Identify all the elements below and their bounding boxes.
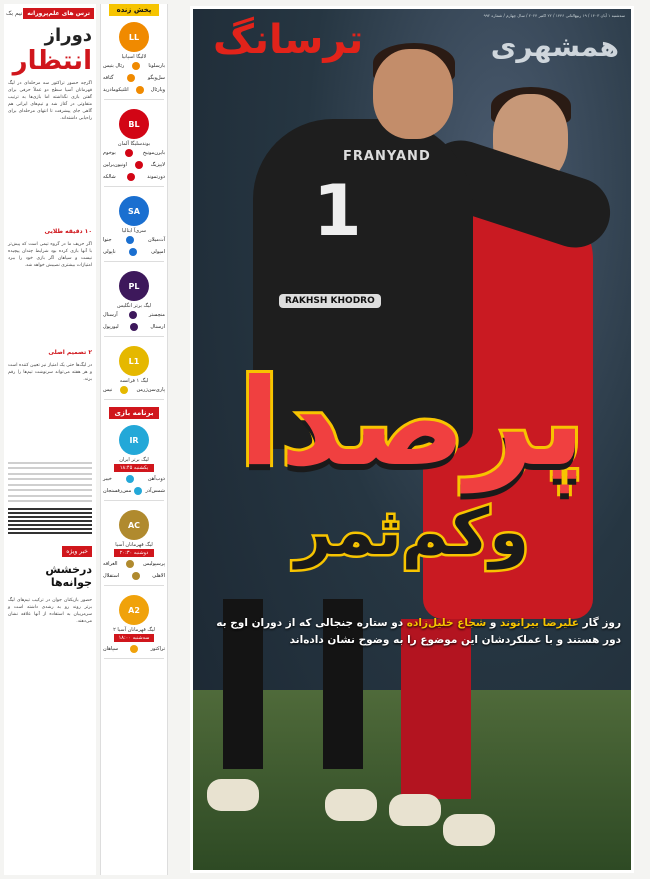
league-block xyxy=(101,589,167,662)
team-crest-icon xyxy=(130,323,138,331)
publisher-logo: همشهری xyxy=(490,30,619,63)
article-subhead-2: ۲ تصمیم اصلی xyxy=(48,349,92,356)
team-crest-icon xyxy=(135,161,143,169)
team-name: پرسپولیس xyxy=(143,561,165,567)
team-name: سل‌ویگو xyxy=(147,75,165,81)
team-crest-icon xyxy=(126,475,134,483)
team-name: بوخوم xyxy=(103,150,116,156)
team-crest-icon xyxy=(132,572,140,580)
team-crest-icon xyxy=(127,74,135,82)
league-name: لیگ ۱ فرانسه xyxy=(119,378,149,384)
team-crest-icon xyxy=(126,236,134,244)
left-column xyxy=(4,4,96,875)
keeper-head xyxy=(373,49,453,139)
league-logo-icon: LL xyxy=(119,22,149,52)
match-time: سه‌شنبه ۱۸:۰۰ xyxy=(114,634,154,642)
jersey-name: FRANYAND xyxy=(343,149,431,164)
match-time: دوشنبه ۲۰:۳۰ xyxy=(114,549,154,557)
section-label: نیم بک xyxy=(6,9,23,17)
league-block xyxy=(101,190,167,265)
team-name: پاری‌سن‌ژرمن xyxy=(136,387,165,393)
headline-line-1: دوراز xyxy=(44,25,92,46)
article-headline[interactable] xyxy=(4,22,96,76)
match-row[interactable] xyxy=(103,173,165,181)
keeper-boot-right xyxy=(325,789,377,821)
caption-mid: و xyxy=(486,617,501,629)
red-boot-left xyxy=(389,794,441,826)
team-name: ذوب‌آهن xyxy=(147,476,165,482)
match-row[interactable] xyxy=(103,572,165,580)
mini-tag: خبر ویژه xyxy=(62,546,92,557)
match-row[interactable] xyxy=(103,645,165,653)
team-name: جنوا xyxy=(103,237,112,243)
team-crest-icon xyxy=(127,173,135,181)
divider xyxy=(104,261,164,262)
masthead-dateline: سه‌شنبه ۱ آبان ۱۴۰۳ / ۱۹ ربیع‌الثانی ۱۴۴۶ / ۲۲ اکتبر ۲۰۲۴ / سال چهارم / شماره ۹۹۲ xyxy=(483,13,625,18)
team-name: شالکه xyxy=(103,174,116,180)
team-crest-icon xyxy=(130,645,138,653)
team-name: آرسنال xyxy=(103,312,118,318)
team-name: دورتموند xyxy=(147,174,165,180)
divider xyxy=(104,99,164,100)
team-crest-icon xyxy=(134,487,142,495)
team-name: اونیون‌برلین xyxy=(103,162,127,168)
team-name: آث‌میلان xyxy=(148,237,165,243)
team-name: منچستر xyxy=(148,312,165,318)
team-name: خیبر xyxy=(103,476,112,482)
team-crest-icon xyxy=(129,311,137,319)
schedule-header: پخش زنده xyxy=(109,4,159,16)
team-name: رئال بتیس xyxy=(103,63,125,69)
league-name: لیگ قهرمانان آسیا ۲ xyxy=(113,627,155,633)
match-time: یکشنبه ۱۸:۴۵ xyxy=(114,464,154,472)
section2-title[interactable]: درخشش جوانه‌ها xyxy=(45,563,92,589)
team-name: لیورپول xyxy=(103,324,119,330)
divider xyxy=(104,658,164,659)
league-block xyxy=(101,265,167,340)
match-row[interactable] xyxy=(103,62,165,70)
team-name: ناپولی xyxy=(103,249,116,255)
divider xyxy=(104,500,164,501)
schedule-header-2: برنامه بازی xyxy=(109,407,159,419)
match-row[interactable] xyxy=(103,248,165,256)
team-name: سپاهان xyxy=(103,646,119,652)
left-tag-row xyxy=(4,4,96,22)
league-list-2 xyxy=(101,419,167,662)
team-name: لایپزیگ xyxy=(150,162,165,168)
match-row[interactable] xyxy=(103,236,165,244)
league-block xyxy=(101,504,167,589)
tv-schedule-column xyxy=(100,4,168,875)
cover-photo xyxy=(190,6,634,873)
team-crest-icon xyxy=(125,149,133,157)
team-crest-icon xyxy=(136,86,144,94)
league-logo-icon: BL xyxy=(119,109,149,139)
article-body-4: حضور بازیکنان جوان در ترکیب تیم‌های لیگ برتر روند رو به رشدی داشته است و سرمربیان به استفاده از آنها علاقه نشان می‌دهند. xyxy=(8,598,92,624)
league-name: بوندسلیگا آلمان xyxy=(117,141,151,147)
text-lines xyxy=(4,462,96,503)
keeper-boot-left xyxy=(207,779,259,811)
match-row[interactable] xyxy=(103,560,165,568)
team-name: ویارئال xyxy=(150,87,165,93)
category-tag: ترس های علم‌پرورانه xyxy=(23,8,94,19)
caption-name-2: شجاع خلیل‌زاده xyxy=(406,617,487,629)
league-list xyxy=(101,16,167,403)
league-logo-icon: SA xyxy=(119,196,149,226)
team-name: شمس‌آذر xyxy=(145,488,165,494)
league-logo-icon: AC xyxy=(119,510,149,540)
league-name: لیگ برتر ایران xyxy=(119,457,149,463)
cover-headline[interactable]: پرصدا xyxy=(238,354,586,493)
team-name: تراکتور xyxy=(150,646,165,652)
team-name: نیس xyxy=(103,387,113,393)
divider xyxy=(104,585,164,586)
match-row[interactable] xyxy=(103,475,165,483)
league-block xyxy=(101,16,167,103)
jersey-sponsor: RAKHSH KHODRO xyxy=(279,294,381,308)
league-logo-icon: IR xyxy=(119,425,149,455)
team-name: مس‌رفسنجان xyxy=(103,488,132,494)
league-name: لیگ برتر انگلیس xyxy=(116,303,152,309)
league-name: لیگ قهرمانان آسیا xyxy=(115,542,153,548)
league-block xyxy=(101,419,167,504)
caption-rest: دو ستاره جنجالی که از دوران اوج به دور هستند و با عملکردشان این موضوع را به وضوح نشان داده‌اند xyxy=(216,617,621,646)
article-subhead: ۱۰ دقیقه طلایی xyxy=(44,228,92,235)
cover-subheadline: وکم‌ثمر xyxy=(295,496,529,570)
caption-name-1: علیرضا بیرانوند xyxy=(500,617,579,629)
league-block xyxy=(101,103,167,190)
team-crest-icon xyxy=(126,560,134,568)
divider xyxy=(104,186,164,187)
match-row[interactable] xyxy=(103,86,165,94)
headline-line-2: انتظار xyxy=(12,46,92,76)
divider xyxy=(104,336,164,337)
divider xyxy=(104,399,164,400)
team-name: امپولی xyxy=(151,249,165,255)
team-name: الاهلی xyxy=(152,573,165,579)
caption-prefix: روز گار xyxy=(578,617,621,629)
team-crest-icon xyxy=(129,248,137,256)
league-logo-icon: L1 xyxy=(119,346,149,376)
match-row[interactable] xyxy=(103,323,165,331)
team-name: استقلال xyxy=(103,573,120,579)
match-row[interactable] xyxy=(103,487,165,495)
jersey-number: 1 xyxy=(313,170,362,252)
red-boot-right xyxy=(443,814,495,846)
league-logo-icon: PL xyxy=(119,271,149,301)
team-name: بارسلونا xyxy=(148,63,165,69)
team-crest-icon xyxy=(120,386,128,394)
league-name: سری‌آ ایتالیا xyxy=(121,228,147,234)
league-name: لالیگا اسپانیا xyxy=(121,54,147,60)
cover-caption xyxy=(203,615,621,649)
match-row[interactable] xyxy=(103,311,165,319)
article-body-2: اگر حریف ما در گروه تیمی است که پیش‌تر با آنها بازی کرده بود شرایط چندان پیچیده نیست و سپاهان اگر بازی خود را ببرد امتیازات بیشتری نصیبش خواهد شد. xyxy=(8,242,92,268)
team-name: بایرن‌مونیخ xyxy=(142,150,165,156)
team-name: گتافه xyxy=(103,75,114,81)
team-name: الغرافه xyxy=(103,561,118,567)
match-row[interactable] xyxy=(103,149,165,157)
match-row[interactable] xyxy=(103,386,165,394)
newspaper-logo[interactable]: ترسانگ xyxy=(213,17,364,63)
team-crest-icon xyxy=(132,62,140,70)
article-thumbnail xyxy=(8,506,92,534)
team-name: ارسنال xyxy=(150,324,165,330)
article-body: اگرچه حضور تراکتور سه مرحله‌ای در لیگ قهرمانان آسیا سطح دو عملاً حرفی برای گفتن بازی نگذاشته اما بازی‌ها به ترتیب متفاوتی در آغاز شد و تیم‌های ایرانی هم گاهی جای پیشرفت تا انتهای مرحله‌ای برای راه‌یابی داشته‌اند. xyxy=(8,81,92,121)
league-logo-icon: A2 xyxy=(119,595,149,625)
article-body-3: در لیگ‌ها حتی یک امتیاز نیز تعیین کننده است و هر هفته می‌تواند سرنوشت تیم‌ها را رقم بزند. xyxy=(8,363,92,382)
match-row[interactable] xyxy=(103,74,165,82)
league-block xyxy=(101,340,167,403)
team-name: اتلتیکومادرید xyxy=(103,87,129,93)
match-row[interactable] xyxy=(103,161,165,169)
